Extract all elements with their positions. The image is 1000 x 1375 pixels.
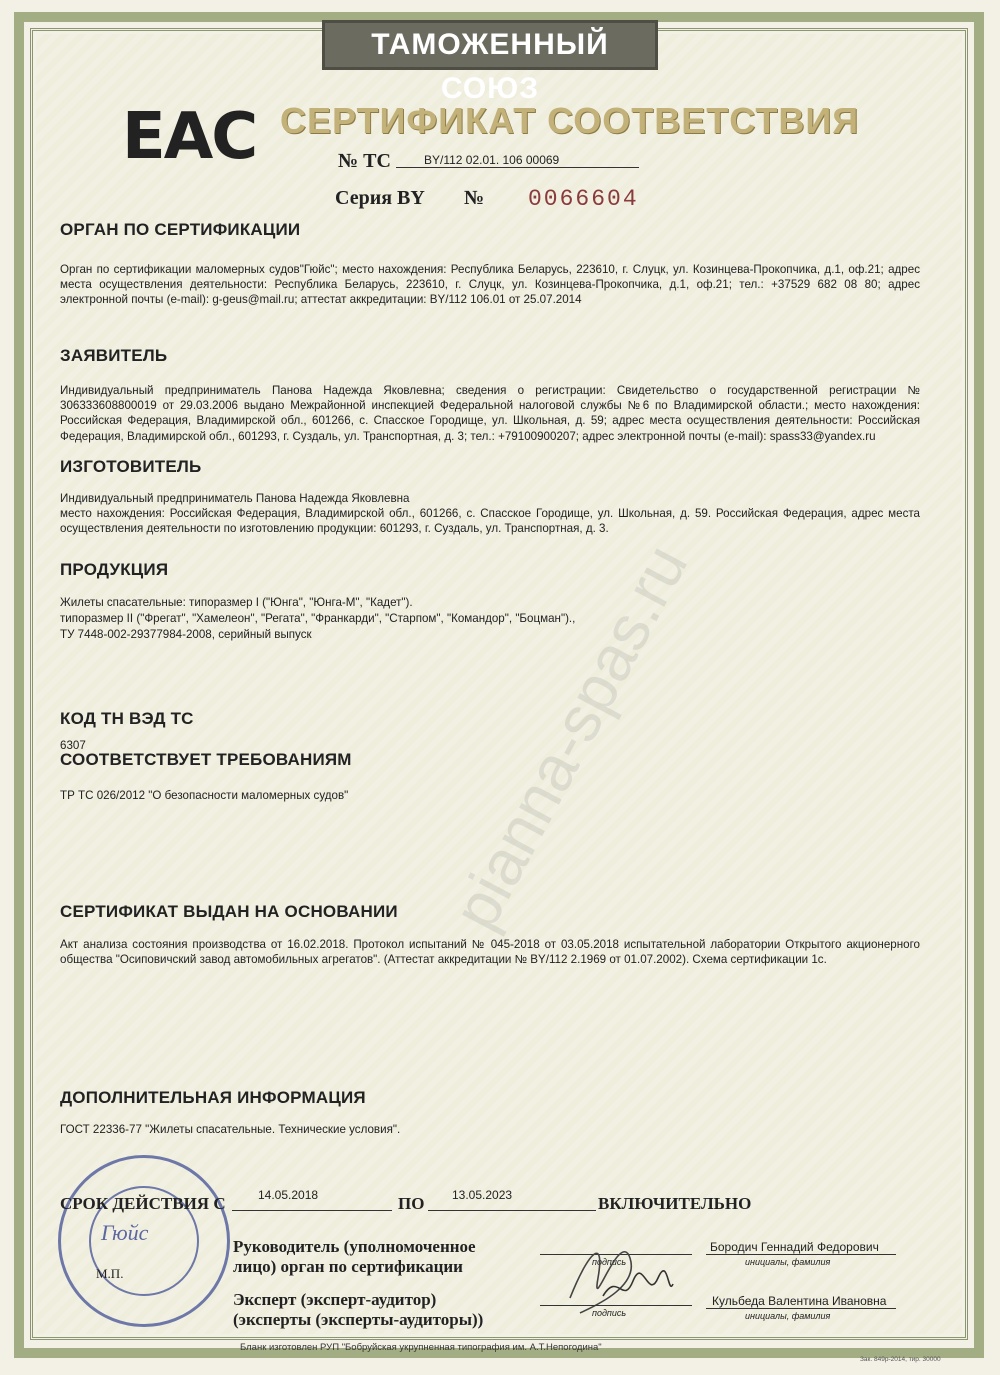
expert-name-line [706, 1308, 896, 1309]
validity-from-label: СРОК ДЕЙСТВИЯ С [60, 1194, 226, 1213]
expert-label-1: Эксперт (эксперт-аудитор) [233, 1290, 437, 1309]
stamp-text: Гюйс [101, 1220, 149, 1245]
product-line-3: ТУ 7448-002-29377984-2008, серийный выпуск [60, 628, 312, 641]
series-number-sign: № [464, 187, 485, 209]
head-name-line [706, 1254, 896, 1255]
conforms-heading: СООТВЕТСТВУЕТ ТРЕБОВАНИЯМ [60, 750, 352, 769]
product-line-1: Жилеты спасательные: типоразмер I ("Юнга", "Юнга-М", "Кадет"). [60, 596, 413, 609]
head-label-2: лицо) орган по сертификации [233, 1257, 463, 1276]
product-heading: ПРОДУКЦИЯ [60, 560, 169, 579]
customs-union-banner: ТАМОЖЕННЫЙ СОЮЗ [322, 20, 658, 70]
tc-number-label: № ТС [338, 150, 391, 172]
applicant-heading: ЗАЯВИТЕЛЬ [60, 346, 168, 365]
expert-label-2: (эксперты (эксперты-аудиторы)) [233, 1310, 484, 1329]
eac-logo: EAC [122, 100, 257, 174]
stamp-place-label: М.П. [96, 1266, 124, 1281]
extra-info-text: ГОСТ 22336-77 "Жилеты спасательные. Технические условия". [60, 1123, 401, 1136]
expert-signature [598, 1266, 678, 1310]
validity-from-line [232, 1210, 392, 1211]
tc-number-value: BY/112 02.01. 106 00069 [396, 153, 639, 168]
manufacturer-text: место нахождения: Российская Федерация, Владимирской обл., 601266, с. Спасское Городище, ул. Школьная, д. 59. Российская Федерация, адрес места осуществления деятельности по изготовлению продукции: 601293, г. Суздаль, ул. Транспортная, д. 3. [60, 507, 920, 536]
extra-info-heading: ДОПОЛНИТЕЛЬНАЯ ИНФОРМАЦИЯ [60, 1088, 366, 1107]
applicant-text: Индивидуальный предприниматель Панова Надежда Яковлевна; сведения о регистрации: Свидетельство о государственной регистрации № 306333608800019 от 29.03.2006 выдано Межрайонной инспекцией Федеральной налоговой службы №6 по Владимирской области.; место нахождения: Российская Федерация, Владимирской обл., 601266, с. Спасское Городище, ул. Школьная, д. 59; адрес места осуществления деятельности: Российская Федерация, Владимирской обл., 601293, г. Суздаль, ул. Транспортная, д. 3; тел.: +79100900207; адрес электронной почты (e-mail): spass33@yandex.ru [60, 384, 920, 443]
code-value: 6307 [60, 739, 86, 752]
validity-from-date: 14.05.2018 [258, 1188, 319, 1202]
print-code: Зак. 849р-2014, тир. 30000 [860, 1356, 941, 1363]
organ-heading: ОРГАН ПО СЕРТИФИКАЦИИ [60, 220, 301, 239]
manufacturer-heading: ИЗГОТОВИТЕЛЬ [60, 457, 202, 476]
watermark: pianna-spas.ru [438, 533, 702, 941]
validity-inclusive-label: ВКЛЮЧИТЕЛЬНО [598, 1194, 752, 1213]
code-heading: КОД ТН ВЭД ТС [60, 709, 194, 728]
head-name-caption: инициалы, фамилия [745, 1257, 831, 1267]
head-sign-caption: подпись [592, 1257, 627, 1267]
manufacturer-name: Индивидуальный предприниматель Панова Надежда Яковлевна [60, 492, 410, 505]
head-label-1: Руководитель (уполномоченное [233, 1237, 476, 1256]
certificate-title: СЕРТИФИКАТ СООТВЕТСТВИЯ [280, 100, 860, 141]
head-name: Бородич Геннадий Федорович [710, 1240, 879, 1254]
conforms-text: ТР ТС 026/2012 "О безопасности маломерных судов" [60, 789, 349, 802]
basis-text: Акт анализа состояния производства от 16.02.2018. Протокол испытаний № 045-2018 от 03.05.2018 испытательной лаборатории Открытого акционерного общества "Осиповичский завод автомобильных агрегатов". (Аттестат аккредитации № BY/112 2.1969 от 01.07.2002). Схема сертификации 1с. [60, 938, 920, 967]
series-number: 0066604 [528, 186, 639, 212]
basis-heading: СЕРТИФИКАТ ВЫДАН НА ОСНОВАНИИ [60, 902, 398, 921]
official-stamp [58, 1155, 230, 1327]
organ-text: Орган по сертификации маломерных судов"Гюйс"; место нахождения: Республика Беларусь, 223610, г. Слуцк, ул. Козинцева-Прокопчика, д.1, оф.21; адрес места осуществления деятельности: Республика Беларусь, 223610, г. Слуцк, ул. Козинцева-Прокопчика, д.1, оф.21; тел.: +37529 682 08 80; адрес электронной почты (e-mail): g-geus@mail.ru; аттестат аккредитации: BY/112 106.01 от 25.07.2014 [60, 263, 920, 307]
validity-to-line [428, 1210, 596, 1211]
expert-name: Кульбеда Валентина Ивановна [712, 1294, 887, 1308]
print-info: Бланк изготовлен РУП "Бобруйская укрупненная типография им. А.Т.Непогодина" [240, 1342, 602, 1353]
series-label: Серия BY [335, 187, 425, 209]
product-line-2: типоразмер II ("Фрегат", "Хамелеон", "Регата", "Франкарди", "Старпом", "Командор", "Боцман")., [60, 612, 576, 625]
expert-sign-caption: подпись [592, 1308, 627, 1318]
validity-to-date: 13.05.2023 [452, 1188, 513, 1202]
validity-to-label: ПО [398, 1194, 425, 1213]
expert-name-caption: инициалы, фамилия [745, 1311, 831, 1321]
